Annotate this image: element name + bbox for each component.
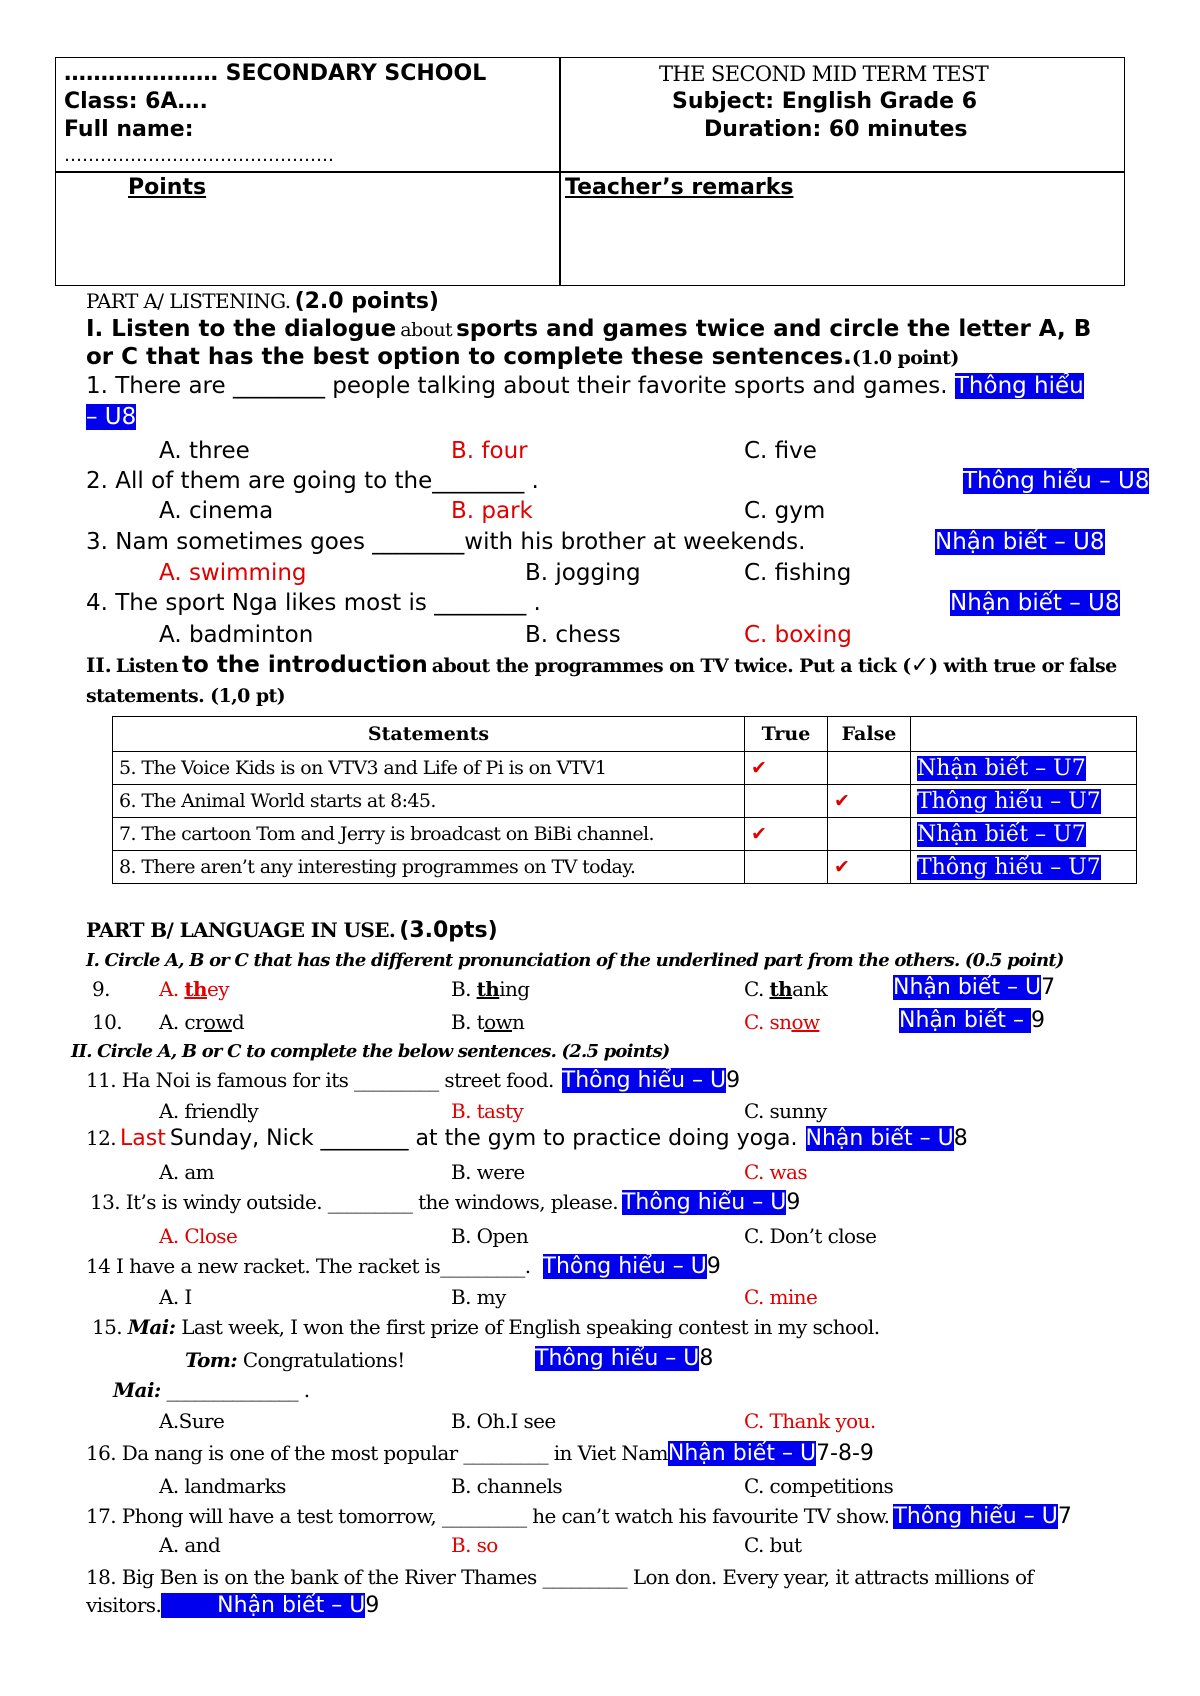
part-a-section1-instruction-line1: I. Listen to the dialogue about sports and games twice and circle the letter A, B xyxy=(86,316,1092,342)
table-row xyxy=(113,851,1137,884)
false-tick-cell: ✔ xyxy=(828,785,911,818)
question-18: 18. Big Ben is on the bank of the River Thames _________ Lon don. Every year, it attracts millions of xyxy=(86,1565,1034,1589)
q15-option-a: A.Sure xyxy=(159,1409,225,1433)
q9-option-b: B. thing xyxy=(451,977,530,1001)
header-divider-horizontal xyxy=(56,171,1124,173)
level-tag: Nhận biết – U xyxy=(161,1593,366,1618)
q11-option-b: B. tasty xyxy=(451,1099,524,1123)
q14-option-a: A. I xyxy=(159,1285,192,1309)
question-1: 1. There are ________ people talking about their favorite sports and games. Thông hiểu xyxy=(86,373,1084,399)
true-tick-cell xyxy=(745,851,828,884)
level-tag: Nhận biết – U8 xyxy=(950,590,1120,616)
true-tick-cell xyxy=(745,785,828,818)
part-b-section1-instruction: I. Circle A, B or C that has the different pronunciation of the underlined part from the others. (0.5 point) xyxy=(86,950,1064,971)
points-label: Points xyxy=(128,175,207,200)
table-row xyxy=(113,785,1137,818)
full-name-label: Full name: xyxy=(64,117,194,142)
q11-option-c: C. sunny xyxy=(744,1099,827,1123)
q16-option-c: C. competitions xyxy=(744,1474,894,1498)
part-b-heading: PART B/ LANGUAGE IN USE. (3.0pts) xyxy=(86,918,498,943)
q10-option-c: C. snow xyxy=(744,1010,820,1034)
class-line: Class: 6A…. xyxy=(64,89,208,114)
level-tag: – U8 xyxy=(86,404,137,430)
q9-option-c: C. thank xyxy=(744,977,828,1001)
question-16: 16. Da nang is one of the most popular _________ in Viet NamNhận biết – U7-8-9 xyxy=(86,1441,874,1466)
level-tag: Thông hiểu xyxy=(954,373,1084,399)
q12-option-c: C. was xyxy=(744,1160,808,1184)
level-tag: Thông hiểu – U xyxy=(535,1346,700,1371)
header-table xyxy=(55,57,1125,286)
q12-option-a: A. am xyxy=(159,1160,215,1184)
question-17: 17. Phong will have a test tomorrow, _________ he can’t watch his favourite TV show. Thông hiểu – U7 xyxy=(86,1504,1072,1529)
question-15: 15. Mai: Last week, I won the first prize of English speaking contest in my school. xyxy=(92,1315,880,1339)
level-tag: Nhận biết – U xyxy=(893,975,1042,1000)
level-tag: Nhận biết – U7 xyxy=(917,755,1086,781)
statement-text: 6. The Animal World starts at 8:45. xyxy=(113,785,745,818)
header-false: False xyxy=(828,717,911,752)
q4-option-b: B. chess xyxy=(525,622,621,648)
q14-option-c: C. mine xyxy=(744,1285,818,1309)
question-3: 3. Nam sometimes goes ________with his brother at weekends. xyxy=(86,529,806,555)
q15-tom-line: Tom: Congratulations! xyxy=(185,1348,405,1372)
q3-option-b: B. jogging xyxy=(525,560,641,586)
statement-text: 5. The Voice Kids is on VTV3 and Life of Pi is on VTV1 xyxy=(113,752,745,785)
teachers-remarks-label: Teacher’s remarks xyxy=(565,175,794,200)
level-tag: Thông hiểu – U xyxy=(561,1068,727,1093)
q10-option-a: A. crowd xyxy=(159,1010,245,1034)
table-row xyxy=(113,752,1137,785)
table-row xyxy=(113,818,1137,851)
q16-option-a: A. landmarks xyxy=(159,1474,286,1498)
level-tag: Thông hiểu – U xyxy=(893,1504,1058,1529)
question-14: 14 I have a new racket. The racket is_________. Thông hiểu – U9 xyxy=(86,1254,721,1279)
q17-option-c: C. but xyxy=(744,1533,802,1557)
false-tick-cell xyxy=(828,818,911,851)
question-12: 12. Last Sunday, Nick ________ at the gym to practice doing yoga. Nhận biết – U8 xyxy=(86,1126,968,1151)
q4-option-c: C. boxing xyxy=(744,622,852,648)
level-tag: Nhận biết – U xyxy=(805,1126,954,1151)
statement-text: 7. The cartoon Tom and Jerry is broadcast on BiBi channel. xyxy=(113,818,745,851)
q1-option-b: B. four xyxy=(451,438,528,464)
full-name-dots: ……………………………………… xyxy=(64,145,334,166)
q11-option-a: A. friendly xyxy=(159,1099,259,1123)
level-tag: Nhận biết – U xyxy=(667,1441,817,1466)
false-tick-cell: ✔ xyxy=(828,851,911,884)
test-title: THE SECOND MID TERM TEST xyxy=(659,62,989,86)
q15-option-b: B. Oh.I see xyxy=(451,1409,556,1433)
q13-option-a: A. Close xyxy=(159,1224,238,1248)
school-name: ………………… SECONDARY SCHOOL xyxy=(64,61,487,86)
question-18-line2: visitors. Nhận biết – U9 xyxy=(86,1593,380,1618)
part-a-section1-instruction-line2: or C that has the best option to complete these sentences.(1.0 point) xyxy=(86,344,959,370)
q15-option-c: C. Thank you. xyxy=(744,1409,876,1433)
q10-number: 10. xyxy=(92,1010,123,1034)
subject: Subject: English Grade 6 xyxy=(672,89,978,114)
question-2: 2. All of them are going to the________ . xyxy=(86,468,539,494)
level-tag: Nhận biết – xyxy=(899,1008,1032,1033)
question-11: 11. Ha Noi is famous for its _________ street food. Thông hiểu – U9 xyxy=(86,1068,741,1093)
q2-option-a: A. cinema xyxy=(159,498,274,524)
level-tag: Thông hiểu – U8 xyxy=(963,468,1150,494)
header-true: True xyxy=(745,717,828,752)
level-tag: Thông hiểu – U7 xyxy=(917,854,1101,880)
q3-option-c: C. fishing xyxy=(744,560,852,586)
q15-mai-line: Mai: ______________ . xyxy=(113,1378,310,1402)
table-header-row xyxy=(113,717,1137,752)
part-b-section2-instruction: II. Circle A, B or C to complete the below sentences. (2.5 points) xyxy=(71,1041,670,1062)
q13-option-c: C. Don’t close xyxy=(744,1224,877,1248)
question-13: 13. It’s is windy outside. _________ the windows, please. Thông hiểu – U9 xyxy=(90,1190,801,1215)
q13-option-b: B. Open xyxy=(451,1224,529,1248)
level-tag: Thông hiểu – U xyxy=(621,1190,787,1215)
q9-option-a: A. they xyxy=(159,977,229,1001)
level-tag: Nhận biết – U8 xyxy=(935,529,1105,555)
true-tick-cell: ✔ xyxy=(745,752,828,785)
q2-option-c: C. gym xyxy=(744,498,826,524)
header-statements: Statements xyxy=(113,717,745,752)
level-tag: Thông hiểu – U xyxy=(542,1254,707,1279)
q17-option-a: A. and xyxy=(159,1533,221,1557)
q16-option-b: B. channels xyxy=(451,1474,563,1498)
q2-option-b: B. park xyxy=(451,498,533,524)
q1-option-a: A. three xyxy=(159,438,250,464)
true-tick-cell: ✔ xyxy=(745,818,828,851)
q17-option-b: B. so xyxy=(451,1533,498,1557)
part-a-section2-instruction-line2: statements. (1,0 pt) xyxy=(86,685,286,707)
question-4: 4. The sport Nga likes most is ________ . xyxy=(86,590,541,616)
duration: Duration: 60 minutes xyxy=(704,117,968,142)
q14-option-b: B. my xyxy=(451,1285,506,1309)
q9-number: 9. xyxy=(92,977,110,1001)
q3-option-a: A. swimming xyxy=(159,560,307,586)
level-tag: Thông hiểu – U7 xyxy=(917,788,1101,814)
level-tag: Nhận biết – U7 xyxy=(917,821,1086,847)
statements-table xyxy=(112,716,1137,884)
q4-option-a: A. badminton xyxy=(159,622,314,648)
false-tick-cell xyxy=(828,752,911,785)
part-a-section2-instruction-line1: II. Listen to the introduction about the programmes on TV twice. Put a tick (✓) with true or false xyxy=(86,652,1117,678)
q12-option-b: B. were xyxy=(451,1160,525,1184)
statement-text: 8. There aren’t any interesting programmes on TV today. xyxy=(113,851,745,884)
part-a-heading: PART A/ LISTENING. (2.0 points) xyxy=(86,289,439,314)
q1-option-c: C. five xyxy=(744,438,817,464)
q10-option-b: B. town xyxy=(451,1010,525,1034)
tick-icon: ✓ xyxy=(910,653,930,678)
